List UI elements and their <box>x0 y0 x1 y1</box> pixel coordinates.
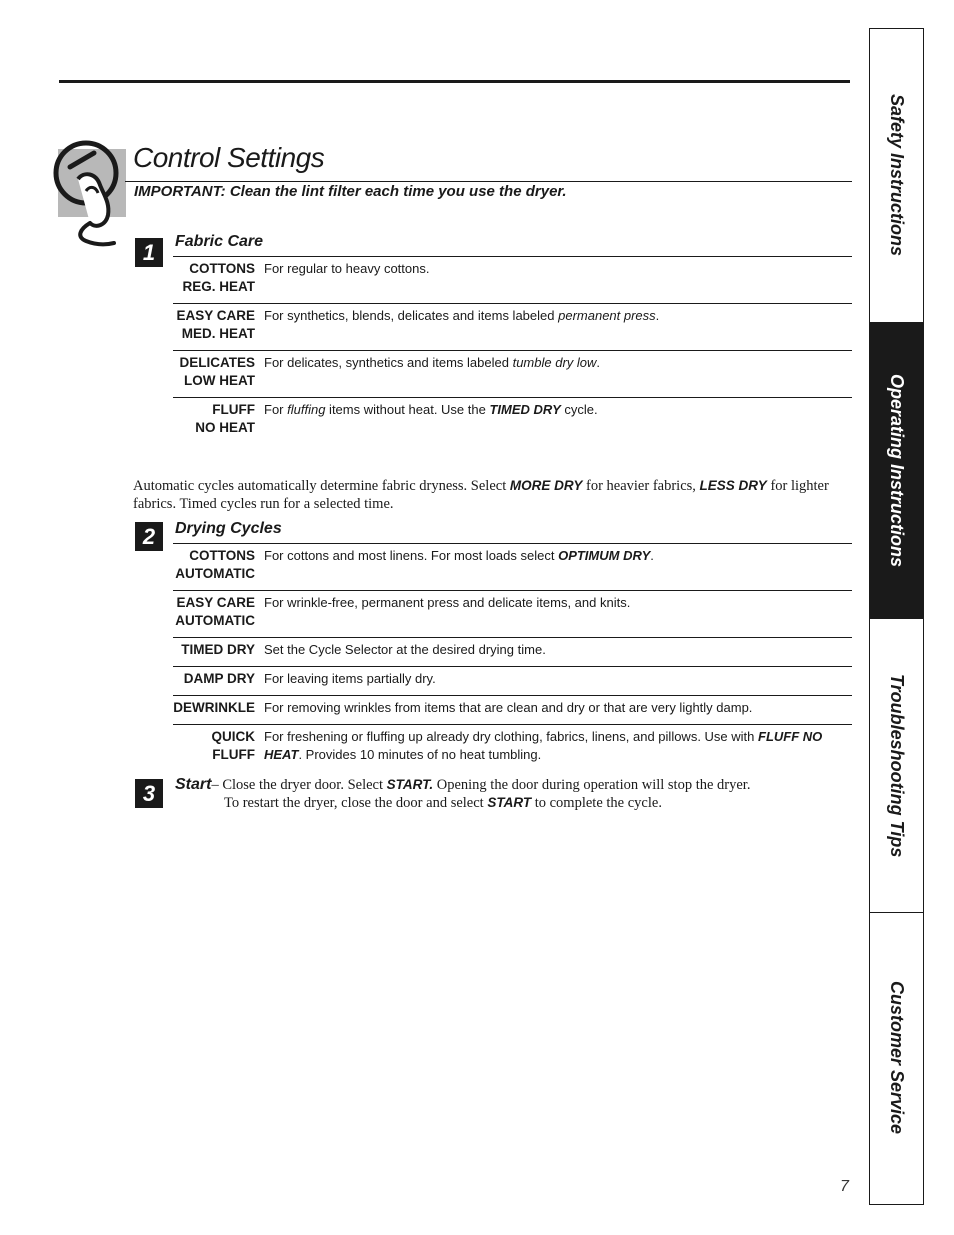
section-title-fabric-care: Fabric Care <box>175 233 264 250</box>
cycle-label: DAMP DRY <box>183 671 255 686</box>
tab-operating-instructions[interactable]: Operating Instructions <box>870 323 923 619</box>
table-row <box>173 638 852 667</box>
desc-text: For delicates, synthetics and items labeled <box>264 355 513 370</box>
desc-emphasis: permanent press <box>558 308 656 323</box>
cycle-label: DEWRINKLE <box>173 700 255 715</box>
desc-emphasis: fluffing <box>287 402 326 417</box>
table-row <box>173 591 852 638</box>
table-row <box>173 257 852 304</box>
automatic-cycles-paragraph: Automatic cycles automatically determine fabric dryness. Select MORE DRY for heavier fabrics, LESS DRY for lighter fabrics. Timed cycles run for a selected time. <box>133 478 829 512</box>
desc-bold: TIMED DRY <box>489 402 561 417</box>
section-number-2: 2 <box>135 522 163 551</box>
table-row <box>173 544 852 591</box>
page-number: 7 <box>840 1178 849 1195</box>
table-row <box>173 304 852 351</box>
desc-text: items without heat. Use the <box>325 402 490 417</box>
table-row <box>173 351 852 398</box>
desc-bold: FLUFF NO HEAT <box>264 729 823 762</box>
tab-troubleshooting-tips[interactable]: Troubleshooting Tips <box>870 619 923 913</box>
setting-label: COTTONS REG. HEAT <box>182 261 255 294</box>
desc-text: . <box>596 355 601 370</box>
section-tabs <box>869 28 924 1205</box>
table-row <box>173 696 852 725</box>
desc-emphasis: tumble dry low <box>512 355 597 370</box>
important-note: IMPORTANT: Clean the lint filter each time you use the dryer. <box>134 183 567 200</box>
cycle-description <box>255 641 852 659</box>
desc-text: For cottons and most linens. For most loads select <box>264 548 559 563</box>
cycle-label: EASY CARE AUTOMATIC <box>175 595 255 628</box>
cycle-label: QUICK FLUFF <box>211 729 255 762</box>
desc-text: Set the Cycle Selector at the desired drying time. <box>264 642 546 657</box>
setting-description <box>255 260 852 296</box>
setting-label: DELICATES LOW HEAT <box>179 355 255 388</box>
setting-description <box>255 354 852 390</box>
desc-text: . <box>655 308 660 323</box>
title-rule <box>125 181 852 182</box>
table-row <box>173 398 852 444</box>
table-row <box>173 725 852 771</box>
cycle-description <box>255 547 852 583</box>
cycle-description <box>255 728 852 764</box>
setting-description <box>255 307 852 343</box>
top-rule <box>59 80 850 83</box>
cycle-description <box>255 594 852 630</box>
cycle-label: COTTONS AUTOMATIC <box>175 548 255 581</box>
setting-label: EASY CARE MED. HEAT <box>176 308 255 341</box>
desc-text: For <box>264 402 288 417</box>
desc-text: For wrinkle-free, permanent press and delicate items, and knits. <box>264 595 631 610</box>
start-instructions: Start– Close the dryer door. Select START. Opening the door during operation will stop the dryer. To restart the dryer, close the door and select START to complete the cycle. <box>175 776 751 811</box>
dial-hand-icon <box>50 133 130 251</box>
tab-safety-instructions[interactable]: Safety Instructions <box>870 29 923 323</box>
fabric-care-table <box>173 256 852 444</box>
cycle-description <box>255 699 852 717</box>
setting-label: FLUFF NO HEAT <box>195 402 255 435</box>
desc-text: . <box>650 548 654 563</box>
desc-text: For leaving items partially dry. <box>264 671 436 686</box>
setting-description <box>255 401 852 437</box>
table-row <box>173 667 852 696</box>
desc-text: For synthetics, blends, delicates and items labeled <box>264 308 559 323</box>
section-number-3: 3 <box>135 779 163 808</box>
cycle-description <box>255 670 852 688</box>
desc-text: For freshening or fluffing up already dry clothing, fabrics, linens, and pillows. Use with <box>264 729 759 744</box>
tab-customer-service[interactable]: Customer Service <box>887 981 907 1135</box>
page-title: Control Settings <box>133 142 325 173</box>
desc-text: For removing wrinkles from items that are clean and dry or that are very lightly damp. <box>264 700 753 715</box>
desc-bold: OPTIMUM DRY <box>558 548 651 563</box>
desc-text: For regular to heavy cottons. <box>264 261 430 276</box>
cycle-label: TIMED DRY <box>181 642 255 657</box>
section-number-1: 1 <box>135 238 163 267</box>
section-title-drying-cycles: Drying Cycles <box>175 520 282 537</box>
desc-text: cycle. <box>560 402 598 417</box>
drying-cycles-table <box>173 543 852 771</box>
desc-text: . Provides 10 minutes of no heat tumbling. <box>298 747 542 762</box>
